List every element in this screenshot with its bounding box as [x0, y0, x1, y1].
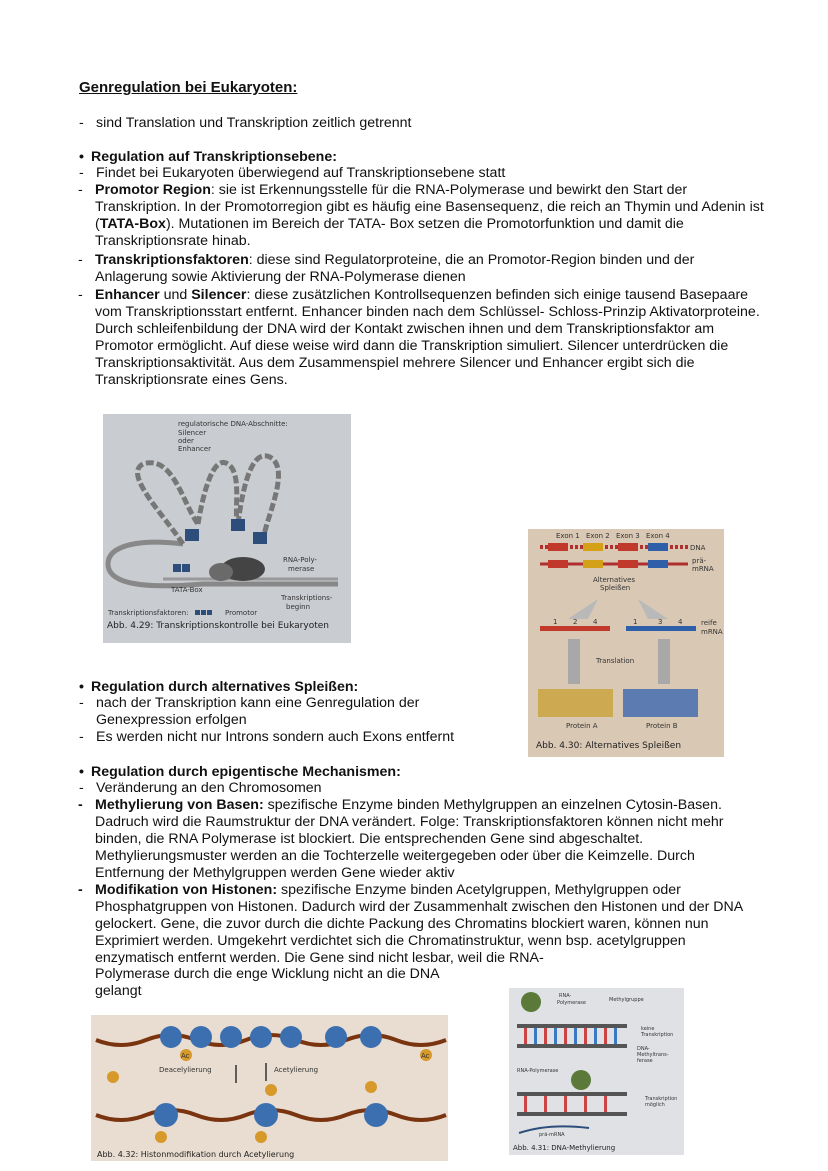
histone-paragraph: - Modifikation von Histonen: spezifische Enzyme binden Acetylgruppen, Methylgruppen oder Phosphatgruppen von Histonen. Dadurch wird der Zusammenhalt zwischen den Histonen und der DNA gelockert. Gene, die zuvor durch die dichte Packung des Chromatins blockiert waren, können nun Exprimiert werden. Umgekehrt verdichtet sich die Chromatinstruktur, wenn bsp. acetylgruppen enzymatisch entfernt werden. Die Gene sind nicht lesbar, weil die RNA- [78, 882, 743, 966]
svg-text:merase: merase [288, 565, 315, 573]
svg-text:TATA-Box: TATA-Box [171, 586, 203, 594]
figure-dna-methylation [509, 988, 684, 1155]
term-promotor: Promotor Region [95, 182, 211, 198]
svg-text:Exon 4: Exon 4 [646, 532, 670, 540]
svg-text:Methyltrans-: Methyltrans- [637, 1052, 669, 1058]
svg-text:RNA-: RNA- [559, 993, 572, 999]
term-methylierung: Methylierung von Basen: [95, 797, 264, 813]
svg-text:Methylgruppe: Methylgruppe [609, 997, 644, 1003]
histone-acetylation-diagram [91, 1015, 448, 1161]
alternative-splicing-diagram [528, 529, 724, 757]
figure-caption: Abb. 4.30: Alternatives Spleißen [536, 741, 682, 751]
histone-paragraph-tail: Polymerase durch die enge Wicklung nicht an die DNA [95, 966, 440, 982]
list-item: - Findet bei Eukaryoten überwiegend auf Transkriptionsebene statt [79, 165, 506, 181]
list-item: - Veränderung an den Chromosomen [79, 780, 322, 796]
methylation-paragraph: - Methylierung von Basen: spezifische Enzyme binden Methylgruppen an einzelnen Cytosin-Basen. Dadruch wird die Raumstruktur der DNA verändert. Folge: Transkriptionsfaktoren können nicht mehr binden, die RNA Polymerase ist blockiert. Die entsprechenden Gene sind abgeschaltet. Methylierungsmuster werden an die Tochterzelle weitergegeben oder über die Keimzelle. Durch Entfernung der Methylgruppen werden Gene wieder aktiv [78, 797, 724, 881]
svg-text:Protein B: Protein B [646, 722, 678, 730]
section-epigenetic-heading: • Regulation durch epigentische Mechanismen: [79, 764, 401, 780]
svg-text:Translation: Translation [596, 657, 635, 665]
figure-histone-acetylation [91, 1015, 448, 1161]
item-text: Findet bei Eukaryoten überwiegend auf Transkriptionsebene statt [96, 165, 506, 181]
figure-transcription-control [103, 414, 351, 643]
svg-text:Spleißen: Spleißen [600, 584, 631, 592]
svg-text:Promotor: Promotor [225, 609, 258, 617]
svg-text:1: 1 [633, 618, 638, 626]
svg-text:regulatorische DNA-Abschnitte:: regulatorische DNA-Abschnitte: [178, 420, 288, 428]
svg-text:Enhancer: Enhancer [178, 445, 212, 453]
svg-text:Protein A: Protein A [566, 722, 598, 730]
figure-caption: Abb. 4.32: Histonmodifikation durch Acetylierung [97, 1150, 295, 1159]
svg-text:2: 2 [573, 618, 578, 626]
intro-text: sind Translation und Transkription zeitlich getrennt [96, 115, 412, 131]
promotor-paragraph: - Promotor Region: sie ist Erkennungsstelle für die RNA-Polymerase und bewirkt den Start der Transkription. In der Promotorregion gibt es häufig eine Basensequenz, die reich an Thymin und Adenin ist (TATA-Box). Mutationen im Bereich der TATA- Box setzen die Promotorfunktion und damit die Transkriptionsrate hinab. [78, 182, 764, 249]
list-item: - Es werden nicht nur Introns sondern auch Exons entfernt [79, 729, 455, 745]
heading-text: Regulation auf Transkriptionsebene: [91, 149, 337, 165]
svg-text:oder: oder [178, 437, 194, 445]
term-tata-box: TATA-Box [99, 216, 166, 232]
term-transkriptionsfaktoren: Transkriptionsfaktoren [95, 252, 249, 268]
term-histone: Modifikation von Histonen: [95, 882, 278, 898]
svg-text:Transkriptions-: Transkriptions- [281, 594, 333, 602]
list-item-continued: Genexpression erfolgen [96, 712, 247, 728]
svg-text:3: 3 [658, 618, 663, 626]
svg-text:Transkriptionsfaktoren:: Transkriptionsfaktoren: [108, 609, 189, 617]
svg-text:Transkription: Transkription [645, 1096, 678, 1102]
svg-text:beginn: beginn [286, 603, 311, 611]
transkriptionsfaktoren-paragraph: - Transkriptionsfaktoren: diese sind Regulatorproteine, die an Promotor-Region binden und der Anlagerung sowie Aktivierung der RNA-Polymerase dienen [78, 252, 695, 285]
svg-text:Ac: Ac [421, 1052, 430, 1060]
svg-text:Exon 1: Exon 1 [556, 532, 580, 540]
dna-methylation-diagram [509, 988, 684, 1155]
enhancer-silencer-paragraph: - Enhancer und Silencer: diese zusätzlichen Kontrollsequenzen befinden sich einige tausend Basepaare vom Transkriptionsstart entfernt. Enhancer binden nach dem Schlüssel- Schloss-Prinzip Aktivatorproteine. Durch schleifenbildung der DNA wird der Kontakt zwischen ihnen und dem Transkriptionsfaktor am Promotor ermöglicht. Auf diese weise wird dann die Transkription simuliert. Silencer unterdrücken die Transkriptionsaktivität. Aus dem Zusammenspiel mehrere Silencer und Enhancer ergibt sich die Transkriptionsrate eines Gens. [78, 287, 760, 388]
svg-text:Exon 3: Exon 3 [616, 532, 640, 540]
svg-text:Deacelylierung: Deacelylierung [159, 1066, 212, 1074]
svg-text:Exon 2: Exon 2 [586, 532, 610, 540]
svg-text:DNA: DNA [690, 544, 706, 552]
svg-text:RNA-Poly-: RNA-Poly- [283, 556, 318, 564]
svg-text:prä-: prä- [692, 557, 707, 565]
figure-caption: Abb. 4.31: DNA-Methylierung [513, 1144, 616, 1152]
svg-text:1: 1 [553, 618, 558, 626]
term-silencer: Silencer [191, 287, 247, 303]
svg-text:DNA-: DNA- [637, 1046, 650, 1052]
intro-item [79, 115, 412, 132]
svg-text:4: 4 [593, 618, 598, 626]
svg-text:Polymerase: Polymerase [557, 1000, 586, 1006]
figure-caption: Abb. 4.29: Transkriptionskontrolle bei Eukaryoten [107, 621, 329, 631]
svg-text:möglich: möglich [645, 1102, 665, 1108]
svg-text:Acetylierung: Acetylierung [274, 1066, 319, 1074]
svg-text:ferase: ferase [637, 1058, 653, 1064]
svg-text:4: 4 [678, 618, 683, 626]
svg-text:reife: reife [701, 619, 717, 627]
section-transcription-heading: • Regulation auf Transkriptionsebene: [79, 149, 337, 165]
term-enhancer: Enhancer [95, 287, 160, 303]
svg-text:Transkription: Transkription [641, 1032, 674, 1038]
svg-text:Alternatives: Alternatives [593, 576, 636, 584]
heading-text: Regulation durch alternatives Spleißen: [91, 679, 359, 695]
heading-text: Regulation durch epigentische Mechanismen: [91, 764, 401, 780]
svg-text:Ac: Ac [181, 1052, 190, 1060]
histone-paragraph-tail: gelangt [95, 983, 142, 999]
dash: - [79, 115, 84, 131]
list-item: - nach der Transkription kann eine Genregulation der [79, 695, 420, 711]
transcription-control-diagram [103, 414, 351, 643]
svg-text:mRNA: mRNA [701, 628, 723, 636]
svg-text:Silencer: Silencer [178, 429, 207, 437]
figure-alternative-splicing [528, 529, 724, 757]
svg-text:keine: keine [641, 1026, 655, 1032]
page-title: Genregulation bei Eukaryoten: [79, 79, 298, 96]
svg-text:mRNA: mRNA [692, 565, 714, 573]
section-splicing-heading: • Regulation durch alternatives Spleißen: [79, 679, 359, 695]
svg-text:RNA-Polymerase: RNA-Polymerase [517, 1068, 559, 1074]
svg-text:prä-mRNA: prä-mRNA [539, 1132, 565, 1138]
